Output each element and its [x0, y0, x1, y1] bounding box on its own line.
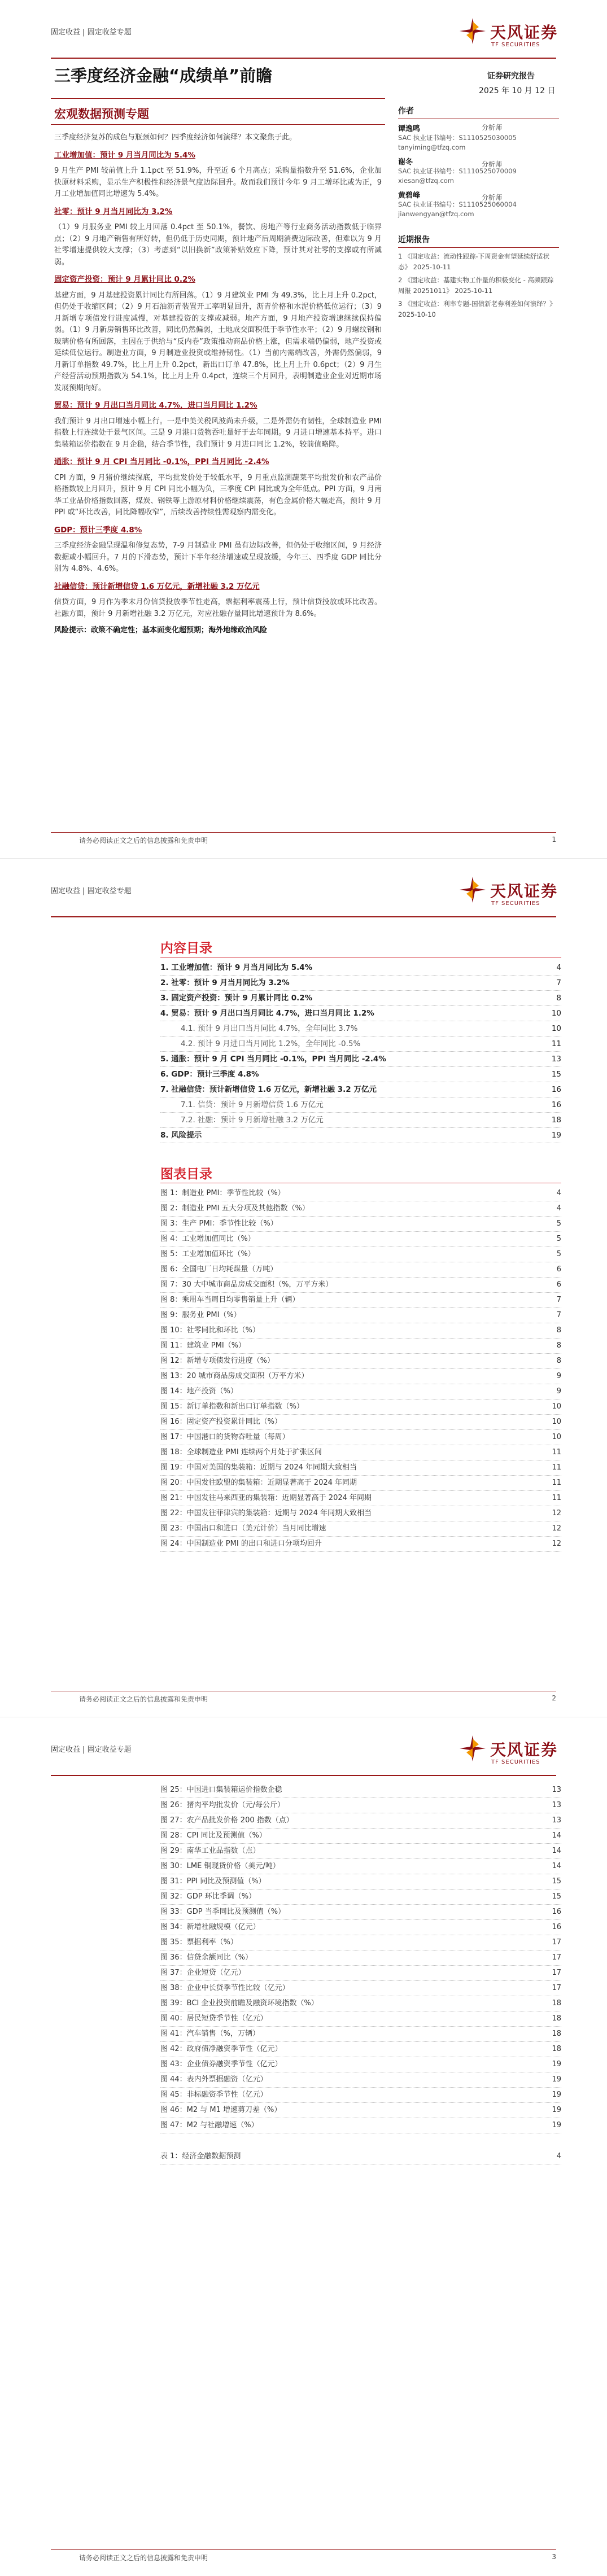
analyst-2	[398, 156, 559, 186]
figure-entry[interactable]	[160, 1813, 561, 1829]
section-head-6: GDP：预计三季度 4.8%	[54, 525, 142, 535]
toc-entry-page: 15	[549, 1067, 561, 1082]
footer-rule	[51, 2549, 556, 2550]
section-head-2: 社零：预计 9 月当月同比为 3.2%	[54, 207, 173, 216]
figure-entry-title[interactable]: 图 31：PPI 同比及预测值（%）	[160, 1874, 268, 1889]
figure-entry-page: 16	[549, 1905, 561, 1919]
toc-entry[interactable]	[160, 991, 561, 1006]
toc-entry-title[interactable]: 7.1. 信贷：预计 9 月新增信贷 1.6 万亿元	[181, 1097, 326, 1112]
section-text-3: 基建方面，9 月基建投资累计同比有所回落。（1）9 月建筑业 PMI 为 49.3%，比上月上升 0.2pct，但仍处于收缩区间；（2）9 月石油沥青装置开工率明显回升，沥青价格和水泥价格低位运行；（3）9 月新增专项债发行进度减慢，对基建投资的支撑或减弱。地产方面，9 月地产投资增速继续保持偏弱。（1）9 月新房销售环比改善，同比仍然偏弱，土地成交面积低于季节性水平；（2）9 月螺纹钢和玻璃价格有所回落，主因在于供给与“反内卷”政策推动商品价格上涨，但需求端仍偏弱，地产投资或延续低位运行。制造业方面，9 月制造业投资或维持韧性。（1）当前内需端改善，外需仍然偏弱，9 月新订单指数 49.7%，比上月上升 0.2pct，新出口订单 47.8%，比上月上升 0.6pct；（2）9 月生产经营活动预期指数为 54.1%，比上月上升 0.4pct，连续三个月回升，表明制造业企业对近期市场发展预期向好。	[54, 291, 382, 392]
figure-entry-page: 11	[549, 1460, 561, 1475]
toc-entry-title[interactable]: 5. 通胀：预计 9 月 CPI 当月同比 -0.1%，PPI 当月同比 -2.4%	[160, 1052, 388, 1066]
logo-text-cn: 天风证券	[490, 882, 558, 900]
figure-entry[interactable]	[160, 1384, 561, 1399]
figures-heading: 图表目录	[160, 1167, 212, 1182]
figure-entry[interactable]	[160, 1829, 561, 1844]
toc-entry[interactable]	[160, 1036, 561, 1052]
figure-entry[interactable]	[160, 1430, 561, 1445]
figure-entry-title[interactable]: 图 43：企业债券融资季节性（亿元）	[160, 2057, 285, 2072]
figure-entry[interactable]	[160, 2042, 561, 2057]
toc-entry-title[interactable]: 8. 风险提示	[160, 1128, 204, 1143]
figure-entry-page: 7	[554, 1293, 561, 1307]
section-head-3: 固定资产投资：预计 9 月累计同比 0.2%	[54, 275, 195, 284]
toc-entry[interactable]	[160, 960, 561, 976]
analyst-role: 分析师	[482, 160, 503, 168]
tf-logo-icon	[457, 1733, 488, 1764]
analyst-name: 黄碧峰	[398, 191, 421, 200]
figure-entry[interactable]	[160, 1537, 561, 1552]
figure-entry-title[interactable]: 图 25：中国进口集装箱运价指数企稳	[160, 1783, 285, 1797]
toc-entry-page: 8	[554, 991, 561, 1005]
figure-entry-page: 4	[554, 1186, 561, 1201]
logo-text-cn: 天风证券	[490, 23, 558, 42]
figure-entry-page: 4	[554, 1201, 561, 1216]
analyst-name: 谭逸鸣	[398, 125, 421, 133]
figure-entry[interactable]	[160, 1186, 561, 1201]
figure-entry[interactable]	[160, 1339, 561, 1354]
figure-entry-page: 18	[549, 2011, 561, 2026]
section-head-4: 贸易：预计 9 月出口当月同比 4.7%，进口当月同比 1.2%	[54, 401, 257, 410]
figure-entry-page: 14	[549, 1859, 561, 1874]
figure-entry[interactable]	[160, 1521, 561, 1537]
analyst-role: 分析师	[482, 124, 503, 132]
section-divider	[51, 124, 385, 125]
figure-entry[interactable]	[160, 1506, 561, 1521]
figure-entry-page: 17	[549, 1966, 561, 1980]
section-head-7: 社融信贷：预计新增信贷 1.6 万亿元，新增社融 3.2 万亿元	[54, 581, 260, 591]
figure-entry-page: 8	[554, 1323, 561, 1338]
analyst-1	[398, 123, 559, 152]
figure-entry-page: 19	[549, 2103, 561, 2118]
figure-entry-page: 5	[554, 1247, 561, 1262]
figure-entry-title[interactable]: 图 24：中国制造业 PMI 的出口和进口分项均回升	[160, 1537, 324, 1551]
figure-entry[interactable]	[160, 1981, 561, 1996]
toc-entry-page: 10	[549, 1021, 561, 1036]
tf-logo-icon	[457, 16, 488, 46]
figure-entry[interactable]	[160, 2088, 561, 2103]
figure-entry-title[interactable]: 图 17：中国港口的货物吞吐量（每周）	[160, 1430, 292, 1445]
logo-text-en: TF SECURITIES	[491, 900, 540, 907]
figure-entry-page: 15	[549, 1890, 561, 1904]
figure-entry-title[interactable]: 图 12：新增专项债发行进度（%）	[160, 1354, 277, 1368]
figure-entry-page: 5	[554, 1217, 561, 1231]
figure-entry-page: 18	[549, 1996, 561, 2011]
page-3	[0, 1717, 607, 2576]
figure-entry[interactable]	[160, 2072, 561, 2088]
toc-entry-title[interactable]: 7. 社融信贷：预计新增信贷 1.6 万亿元，新增社融 3.2 万亿元	[160, 1082, 379, 1097]
tf-logo	[457, 874, 565, 914]
intro-text: 三季度经济复苏的成色与瓶颈如何？四季度经济如何演绎？本文聚焦于此。	[54, 133, 297, 142]
figure-entry-page: 18	[549, 2027, 561, 2041]
figure-entry-title[interactable]: 图 44：表内外票据融资（亿元）	[160, 2072, 270, 2087]
figure-entry-page: 10	[549, 1430, 561, 1445]
figure-entry[interactable]	[160, 1920, 561, 1935]
figure-entry-title[interactable]: 图 37：企业短贷（亿元）	[160, 1966, 248, 1980]
section-text-7: 信贷方面，9 月作为季末月份信贷投放季节性走高，票据利率震荡上行，预计信贷投放或环比改善。社融方面，预计 9 月新增社融 3.2 万亿元，对应社融存量同比增速预计为 8.6%。	[54, 598, 382, 618]
toc-entry-title[interactable]: 4. 贸易：预计 9 月出口当月同比 4.7%，进口当月同比 1.2%	[160, 1006, 377, 1021]
recent-report-1[interactable]: 1 《固定收益：流动性跟踪-下周资金有望延续舒适状态》 2025-10-11	[398, 252, 550, 271]
toc-list	[160, 960, 561, 1143]
toc-entry-page: 13	[549, 1052, 561, 1066]
figure-entry-page: 6	[554, 1278, 561, 1292]
toc-heading: 内容目录	[160, 941, 212, 956]
figure-entry[interactable]	[160, 1232, 561, 1247]
recent-heading: 近期报告	[398, 234, 559, 248]
figure-entry-page: 13	[549, 1783, 561, 1797]
figure-entry-page: 14	[549, 1829, 561, 1843]
figure-entry-title[interactable]: 图 18：全球制造业 PMI 连续两个月处于扩张区间	[160, 1445, 324, 1460]
figure-entry[interactable]	[160, 1476, 561, 1491]
figure-entry-title[interactable]: 图 47：M2 与社融增速（%）	[160, 2118, 261, 2133]
analyst-email[interactable]: tanyiming@tfzq.com	[398, 143, 466, 151]
analyst-role: 分析师	[482, 194, 503, 202]
report-title: 三季度经济金融“成绩单”前瞻	[54, 66, 273, 85]
figure-entry[interactable]	[160, 1996, 561, 2011]
figure-entry-title[interactable]: 表 1：经济金融数据预测	[160, 2149, 243, 2164]
header-left: 固定收益 | 固定收益专题	[51, 28, 132, 37]
toc-entry-page: 10	[549, 1006, 561, 1021]
page-number: 2	[552, 1694, 556, 1702]
figure-entry-title[interactable]: 图 45：非标融资季节性（亿元）	[160, 2088, 270, 2102]
toc-entry-title[interactable]: 2. 社零：预计 9 月当月同比为 3.2%	[160, 976, 292, 990]
section-head-5: 通胀：预计 9 月 CPI 当月同比 -0.1%，PPI 当月同比 -2.4%	[54, 457, 269, 466]
figure-entry[interactable]	[160, 2103, 561, 2118]
figure-entry-page: 18	[549, 2042, 561, 2057]
figure-entry-title[interactable]: 图 19：中国对美国的集装箱：近期与 2024 年同期大致相当	[160, 1460, 359, 1475]
figure-entry[interactable]	[160, 1278, 561, 1293]
figure-entry-title[interactable]: 图 15：新订单指数和新出口订单指数（%）	[160, 1399, 306, 1414]
section-text-1: 9 月生产 PMI 较前值上升 1.1pct 至 51.9%，升至近 6 个月高点；采购量指数升至 51.6%，企业加快原材料采购，显示生产积极性和经济景气度边际回升。故而我们预计今年 9 月工增环比或为正，9 月工业增加值同比增速为 5.4%。	[54, 167, 382, 198]
figure-entry-title[interactable]: 图 40：居民短贷季节性（亿元）	[160, 2011, 270, 2026]
figure-entry[interactable]	[160, 1354, 561, 1369]
figure-entry[interactable]	[160, 1935, 561, 1950]
toc-entry-title[interactable]: 3. 固定资产投资：预计 9 月累计同比 0.2%	[160, 991, 315, 1005]
figure-entry[interactable]	[160, 1293, 561, 1308]
figure-entry-title[interactable]: 图 16：固定资产投资累计同比（%）	[160, 1415, 284, 1429]
summary-body	[54, 132, 382, 642]
toc-entry-title[interactable]: 6. GDP：预计三季度 4.8%	[160, 1067, 261, 1082]
toc-entry[interactable]	[160, 1097, 561, 1113]
figure-entry[interactable]	[160, 1415, 561, 1430]
analyst-cert: SAC 执业证书编号：S1110525070009	[398, 167, 517, 175]
footer-disclaimer: 请务必阅读正文之后的信息披露和免责申明	[79, 2554, 208, 2562]
toc-entry-page: 16	[549, 1082, 561, 1097]
footer-disclaimer: 请务必阅读正文之后的信息披露和免责申明	[79, 837, 208, 845]
figure-entry-page: 11	[549, 1491, 561, 1506]
figure-entry-page: 19	[549, 2072, 561, 2087]
analyst-email[interactable]: xiesan@tfzq.com	[398, 177, 455, 185]
figure-entry[interactable]	[160, 1491, 561, 1506]
figure-entry[interactable]	[160, 1950, 561, 1966]
figure-entry[interactable]	[160, 1783, 561, 1798]
toc-entry[interactable]	[160, 1006, 561, 1021]
section-text-5: CPI 方面，9 月猪价继续探底，平均批发价处于较低水平，9 月重点监测蔬菜平均批发价和农产品价格指数较上月回升，预计 9 月 CPI 同比小幅为负，三季度 CPI 同比或为全年低点。PPI 方面，9 月南华工业品价格指数回落，煤炭、钢铁等上游原材料价格继续震荡，有色金属价格大幅走高，预计 9 月 PPI 或“环比改善，同比降幅收窄”，后续改善持续性需观察内需变化。	[54, 473, 382, 517]
toc-entry-page: 16	[549, 1097, 561, 1112]
figure-entry-page: 11	[549, 1445, 561, 1460]
toc-entry[interactable]	[160, 976, 561, 991]
figure-entry-title[interactable]: 图 26：猪肉平均批发价（元/每公斤）	[160, 1798, 287, 1813]
risk-warning: 风险提示：政策不确定性；基本面变化超预期；海外地缘政治风险	[54, 626, 268, 635]
logo-text-cn: 天风证券	[490, 1740, 558, 1759]
figure-entry-page: 5	[554, 1232, 561, 1247]
figure-entry[interactable]	[160, 1399, 561, 1415]
figure-entry-page: 10	[549, 1399, 561, 1414]
figure-entry-page: 9	[554, 1369, 561, 1384]
figure-entry-title[interactable]: 图 7：30 大中城市商品房成交面积（%，万平方米）	[160, 1278, 335, 1292]
figure-entry-page: 13	[549, 1798, 561, 1813]
figure-entry-title[interactable]: 图 27：农产品批发价格 200 指数（点）	[160, 1813, 296, 1828]
logo-text-en: TF SECURITIES	[491, 1759, 540, 1765]
section-text-4: 我们预计 9 月出口增速小幅上行。一是中美关税风波尚未升级，二是外需仍有韧性，全球制造业 PMI 指数上行连续处于景气区间。三是 9 月港口货物吞吐量好于去年同期。9 月进口增速基本持平。进口集装箱运价指数在 9 月企稳，结合季节性，我们预计 9 月进口同比 1.2%，较前值略降。	[54, 417, 382, 449]
toc-entry-title[interactable]: 4.1. 预计 9 月出口当月同比 4.7%，全年同比 3.7%	[181, 1021, 360, 1036]
toc-entry[interactable]	[160, 1052, 561, 1067]
figure-entry-page: 13	[549, 1813, 561, 1828]
figure-entry-title[interactable]: 图 38：企业中长贷季节性比较（亿元）	[160, 1981, 292, 1996]
header-rule	[51, 916, 556, 917]
figure-entry-page: 14	[549, 1844, 561, 1858]
figure-entry[interactable]	[160, 1798, 561, 1813]
toc-entry-title[interactable]: 4.2. 预计 9 月进口当月同比 1.2%，全年同比 -0.5%	[181, 1036, 363, 1051]
footer-rule	[51, 832, 556, 833]
figure-entry-page: 15	[549, 1874, 561, 1889]
figure-entry-title[interactable]: 图 3：生产 PMI：季节性比较（%）	[160, 1217, 280, 1231]
figure-entry-page: 12	[549, 1521, 561, 1536]
figure-entry-page: 16	[549, 1920, 561, 1935]
figure-entry[interactable]	[160, 1966, 561, 1981]
figure-entry[interactable]	[160, 1262, 561, 1278]
figures-list	[160, 1186, 561, 1552]
figures-list-continued	[160, 1783, 561, 2164]
section-text-6: 三季度经济金融呈现温和修复态势，7-9 月制造业 PMI 虽有边际改善，但仍处于收缩区间，9 月经济数据或小幅回升。7 月的下滑态势，预计下半年经济增速或呈现放缓，今年三、四季度 GDP 同比分别为 4.8%、4.6%。	[54, 541, 382, 573]
figure-entry-page: 10	[549, 1415, 561, 1429]
figure-entry[interactable]	[160, 2011, 561, 2027]
figure-entry-title[interactable]: 图 22：中国发往菲律宾的集装箱：近期与 2024 年同期大致相当	[160, 1506, 374, 1521]
figure-entry-page: 12	[549, 1537, 561, 1551]
figure-entry-title[interactable]: 图 39：BCI 企业投资前瞻及融资环境指数（%）	[160, 1996, 321, 2011]
figure-entry-title[interactable]: 图 41：汽车销售（%，万辆）	[160, 2027, 262, 2041]
figure-entry-page: 12	[549, 1506, 561, 1521]
toc-entry-page: 7	[554, 976, 561, 990]
figure-entry-title[interactable]: 图 4：工业增加值同比（%）	[160, 1232, 257, 1247]
figure-entry-title[interactable]: 图 42：政府债净融资季节性（亿元）	[160, 2042, 285, 2057]
toc-entry-title[interactable]: 1. 工业增加值：预计 9 月当月同比为 5.4%	[160, 960, 315, 975]
sidebar	[398, 105, 559, 320]
toc-entry-page: 18	[549, 1113, 561, 1127]
figure-entry-title[interactable]: 图 32：GDP 环比季调（%）	[160, 1890, 258, 1904]
figure-entry-page: 17	[549, 1950, 561, 1965]
figure-entry-title[interactable]: 图 34：新增社融规模（亿元）	[160, 1920, 263, 1935]
figure-entry-title[interactable]: 图 8：乘用车当周日均零售销量上升（辆）	[160, 1293, 302, 1307]
toc-entry[interactable]	[160, 1082, 561, 1097]
report-section: 宏观数据预测专题	[54, 107, 149, 121]
figure-entry-page: 7	[554, 1308, 561, 1323]
analyst-cert: SAC 执业证书编号：S1110525030005	[398, 134, 517, 142]
figure-entry-page: 9	[554, 1384, 561, 1399]
figure-entry-title[interactable]: 图 21：中国发往马来西亚的集装箱：近期显著高于 2024 年同期	[160, 1491, 374, 1506]
figure-entry-title[interactable]: 图 20：中国发往欧盟的集装箱：近期显著高于 2024 年同期	[160, 1476, 359, 1490]
logo-text-en: TF SECURITIES	[491, 42, 540, 48]
footer-disclaimer: 请务必阅读正文之后的信息披露和免责申明	[79, 1695, 208, 1703]
figure-entry-title[interactable]: 图 23：中国出口和进口（美元计价）当月同比增速	[160, 1521, 329, 1536]
figure-entry[interactable]	[160, 1247, 561, 1262]
page-number: 1	[552, 836, 556, 843]
figure-entry[interactable]	[160, 2057, 561, 2072]
figure-entry[interactable]	[160, 1369, 561, 1384]
figure-entry-title[interactable]: 图 10：社零同比和环比（%）	[160, 1323, 262, 1338]
figure-entry-title[interactable]: 图 13：20 城市商品房成交面积（万平方米）	[160, 1369, 311, 1384]
figure-entry[interactable]	[160, 1201, 561, 1217]
figure-entry[interactable]	[160, 1859, 561, 1874]
figure-entry-page: 17	[549, 1935, 561, 1950]
figure-entry-title[interactable]: 图 28：CPI 同比及预测值（%）	[160, 1829, 269, 1843]
recent-report-3[interactable]: 3 《固定收益：利率专题-国债新老券利差如何演绎？》 2025-10-10	[398, 300, 556, 318]
figure-entry-page: 8	[554, 1339, 561, 1353]
authors-heading: 作者	[398, 105, 559, 119]
figure-entry-page: 17	[549, 1981, 561, 1996]
figure-entry-page: 8	[554, 1354, 561, 1368]
toc-entry-title[interactable]: 7.2. 社融：预计 9 月新增社融 3.2 万亿元	[181, 1113, 326, 1127]
header-rule	[51, 1775, 556, 1776]
figure-entry-page: 4	[554, 2149, 561, 2164]
figure-entry[interactable]	[160, 1874, 561, 1890]
figure-entry[interactable]	[160, 2027, 561, 2042]
figure-entry-title[interactable]: 图 35：票据利率（%）	[160, 1935, 240, 1950]
header-left: 固定收益 | 固定收益专题	[51, 887, 132, 895]
header-left: 固定收益 | 固定收益专题	[51, 1746, 132, 1754]
figure-entry-page: 19	[549, 2118, 561, 2133]
figure-entry-page: 6	[554, 1262, 561, 1277]
figure-entry-title[interactable]: 图 1：制造业 PMI：季节性比较（%）	[160, 1186, 287, 1201]
analyst-name: 谢冬	[398, 158, 413, 167]
figure-entry-title[interactable]: 图 9：服务业 PMI（%）	[160, 1308, 243, 1323]
toc-entry-page: 4	[554, 960, 561, 975]
figure-entry-title[interactable]: 图 36：信贷余额同比（%）	[160, 1950, 255, 1965]
report-date: 2025 年 10 月 12 日	[479, 86, 556, 95]
report-type: 证券研究报告	[487, 72, 535, 81]
figure-entry-title[interactable]: 图 33：GDP 当季同比及预测值（%）	[160, 1905, 287, 1919]
figure-entry[interactable]	[160, 1890, 561, 1905]
toc-entry[interactable]	[160, 1128, 561, 1143]
figure-entry-title[interactable]: 图 6：全国电厂日均耗煤量（万吨）	[160, 1262, 280, 1277]
figure-entry-title[interactable]: 图 5：工业增加值环比（%）	[160, 1247, 257, 1262]
figure-entry[interactable]	[160, 1905, 561, 1920]
tf-logo	[457, 16, 565, 55]
toc-entry-page: 11	[549, 1036, 561, 1051]
figure-entry[interactable]	[160, 1460, 561, 1476]
figure-entry-title[interactable]: 图 29：南华工业品指数（点）	[160, 1844, 263, 1858]
tf-logo-icon	[457, 874, 488, 905]
toc-entry[interactable]	[160, 1067, 561, 1082]
figure-entry[interactable]	[160, 2118, 561, 2133]
figure-entry[interactable]	[160, 2149, 561, 2164]
figure-entry[interactable]	[160, 1844, 561, 1859]
figure-entry-page: 19	[549, 2057, 561, 2072]
page-1	[0, 0, 607, 858]
title-divider	[51, 98, 385, 99]
analyst-cert: SAC 执业证书编号：S1110525060004	[398, 200, 517, 208]
section-text-2: （1）9 月服务业 PMI 较上月回落 0.4pct 至 50.1%，餐饮、房地产等行业商务活动指数低于临界点；（2）9 月地产销售有所好转，但仍低于历史同期，预计地产后周期消费边际改善，但难以为 9 月社零增速提供较大支撑；（3）考虑到“以旧换新”政策补贴效应下降，预计其对社零的支撑或有所减弱。	[54, 223, 382, 266]
toc-entry-page: 19	[549, 1128, 561, 1143]
figure-entry[interactable]	[160, 1308, 561, 1323]
figure-entry-page: 11	[549, 1476, 561, 1490]
section-head-1: 工业增加值：预计 9 月当月同比为 5.4%	[54, 150, 195, 160]
figure-entry-page: 19	[549, 2088, 561, 2102]
figure-entry[interactable]	[160, 1323, 561, 1339]
figure-entry-title[interactable]: 图 14：地产投资（%）	[160, 1384, 240, 1399]
figure-entry[interactable]	[160, 1445, 561, 1460]
figure-entry-title[interactable]: 图 46：M2 与 M1 增速剪刀差（%）	[160, 2103, 283, 2118]
figure-entry-title[interactable]: 图 11：建筑业 PMI（%）	[160, 1339, 248, 1353]
page-2	[0, 859, 607, 1717]
header-rule	[51, 58, 556, 59]
recent-report-2[interactable]: 2 《固定收益：基建实物工作量的积极变化 - 高频跟踪周报 20251011》 2025-10-11	[398, 276, 554, 295]
analyst-email[interactable]: jianwengyan@tfzq.com	[398, 210, 474, 218]
toc-entry[interactable]	[160, 1021, 561, 1036]
tf-logo	[457, 1733, 565, 1773]
figure-entry-title[interactable]: 图 2：制造业 PMI 五大分项及其他指数（%）	[160, 1201, 312, 1216]
figure-entry-title[interactable]: 图 30：LME 铜现货价格（美元/吨）	[160, 1859, 282, 1874]
figure-entry[interactable]	[160, 1217, 561, 1232]
page-number: 3	[552, 2553, 556, 2561]
toc-entry[interactable]	[160, 1113, 561, 1128]
analyst-3	[398, 189, 559, 219]
